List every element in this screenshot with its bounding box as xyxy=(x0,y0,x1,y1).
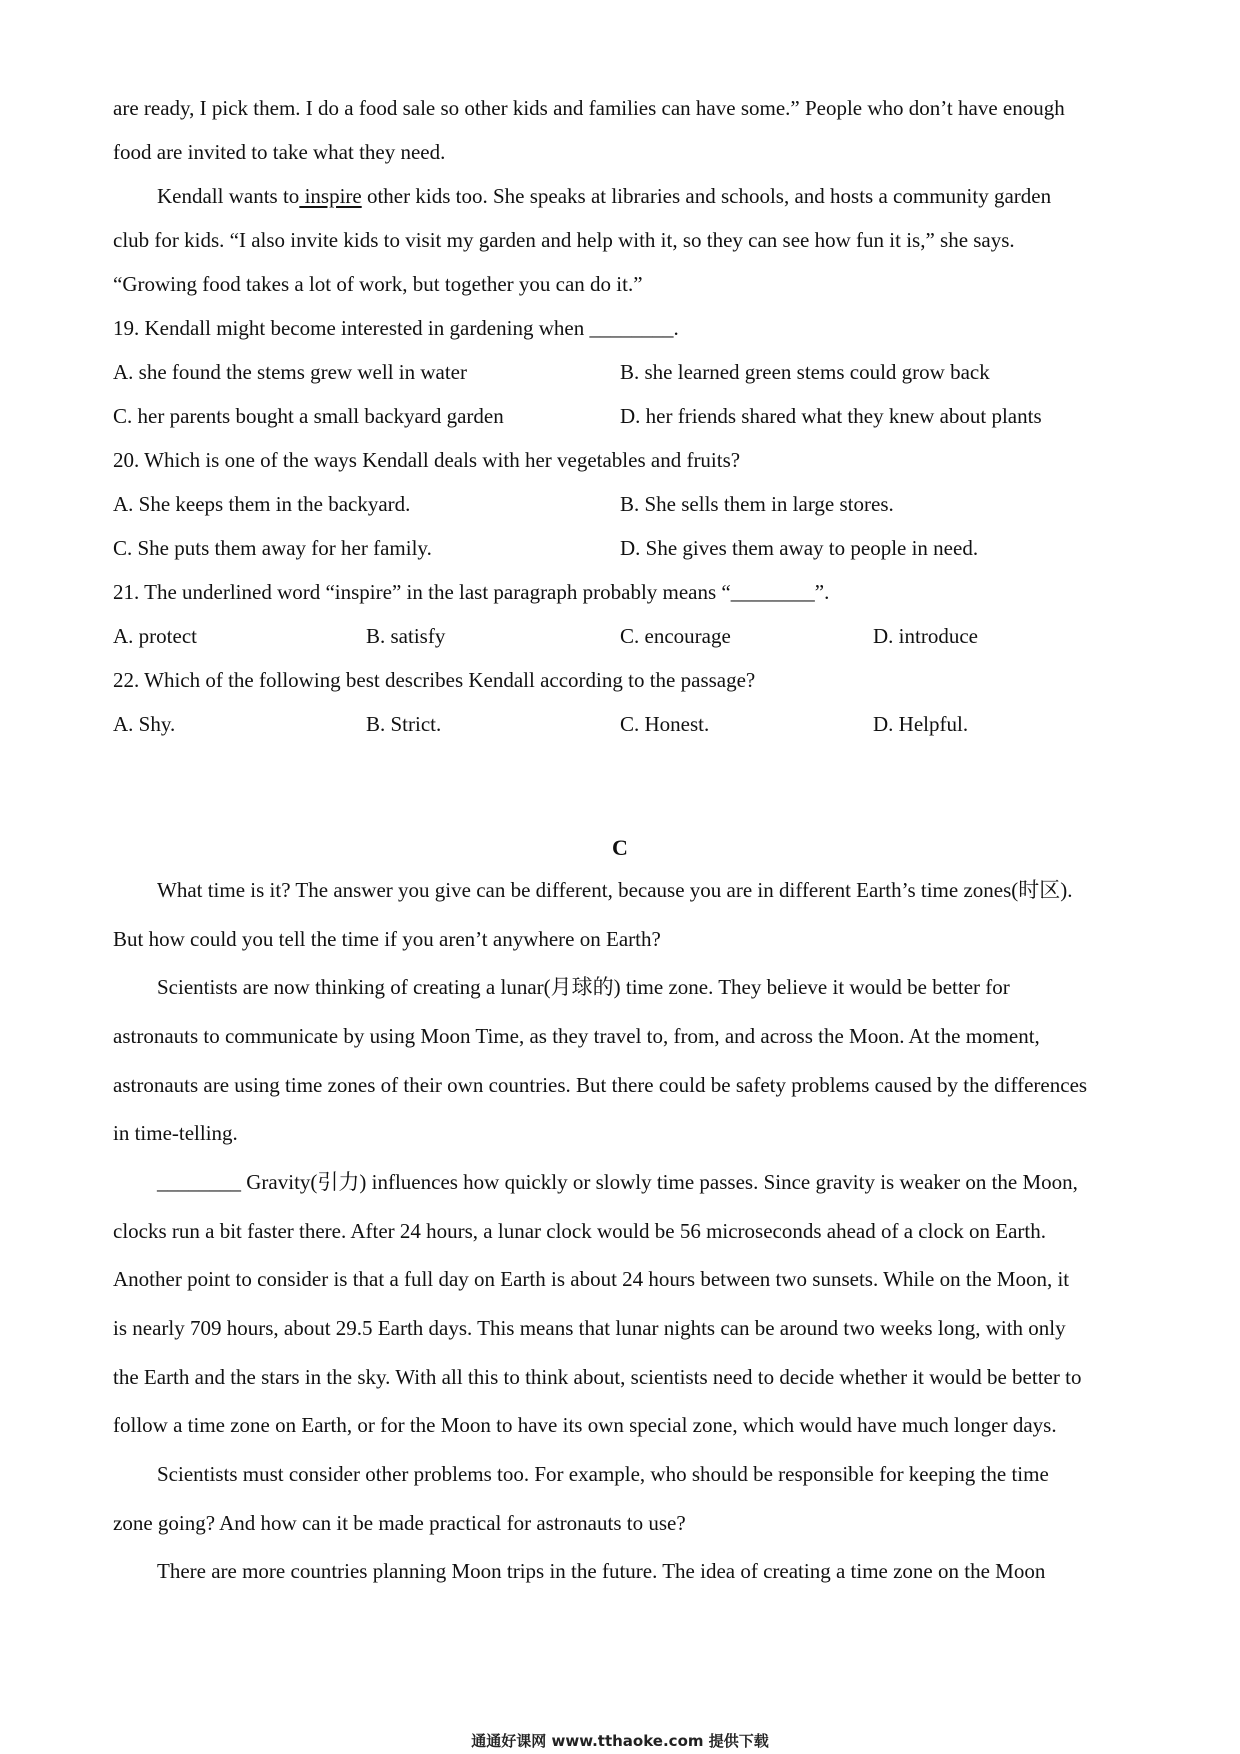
passage-c-line: What time is it? The answer you give can be different, because you are in different Earth’s time zones(时区). xyxy=(157,878,1073,902)
question-20-option-a: A. She keeps them in the backyard. xyxy=(113,492,411,516)
passage-c-line: astronauts are using time zones of their own countries. But there could be safety problems caused by the differences xyxy=(113,1073,1088,1097)
passage-c-line: There are more countries planning Moon trips in the future. The idea of creating a time zone on the Moon xyxy=(157,1559,1046,1583)
passage-c-line: zone going? And how can it be made practical for astronauts to use? xyxy=(113,1511,686,1535)
passage-c-line: But how could you tell the time if you aren’t anywhere on Earth? xyxy=(113,927,661,951)
passage-b-line: “Growing food takes a lot of work, but together you can do it.” xyxy=(113,272,643,296)
question-20-option-d: D. She gives them away to people in need. xyxy=(620,536,979,560)
passage-c-line: clocks run a bit faster there. After 24 hours, a lunar clock would be 56 microseconds ahead of a clock on Earth. xyxy=(113,1219,1047,1243)
passage-c-line: in time-telling. xyxy=(113,1121,238,1145)
question-21-option-d: D. introduce xyxy=(873,624,978,648)
underlined-word-inspire: inspire xyxy=(299,184,362,208)
question-19-option-a: A. she found the stems grew well in water xyxy=(113,360,467,384)
question-19-option-c: C. her parents bought a small backyard garden xyxy=(113,404,504,428)
passage-c-line: Another point to consider is that a full day on Earth is about 24 hours between two sunsets. While on the Moon, it xyxy=(113,1267,1070,1291)
question-20-stem: 20. Which is one of the ways Kendall deals with her vegetables and fruits? xyxy=(113,448,741,472)
question-21-option-c: C. encourage xyxy=(620,624,731,648)
passage-c-line: astronauts to communicate by using Moon Time, as they travel to, from, and across the Moon. At the moment, xyxy=(113,1024,1040,1048)
page-footer: 通通好课网 www.tthaoke.com 提供下载 xyxy=(471,1732,769,1750)
question-20-option-c: C. She puts them away for her family. xyxy=(113,536,432,560)
passage-c-line: Scientists are now thinking of creating a lunar(月球的) time zone. They believe it would be better for xyxy=(157,975,1010,999)
question-19-stem: 19. Kendall might become interested in gardening when ________. xyxy=(113,316,679,340)
question-21-option-b: B. satisfy xyxy=(366,624,446,648)
question-22-option-a: A. Shy. xyxy=(113,712,176,736)
question-21-option-a: A. protect xyxy=(113,624,197,648)
passage-c-line: ________ Gravity(引力) influences how quickly or slowly time passes. Since gravity is weaker on the Moon, xyxy=(157,1170,1078,1194)
question-22-stem: 22. Which of the following best describes Kendall according to the passage? xyxy=(113,668,756,692)
question-19-option-b: B. she learned green stems could grow back xyxy=(620,360,990,384)
question-20-option-b: B. She sells them in large stores. xyxy=(620,492,894,516)
passage-c-line: Scientists must consider other problems too. For example, who should be responsible for keeping the time xyxy=(157,1462,1049,1486)
question-22-option-b: B. Strict. xyxy=(366,712,442,736)
passage-text: Kendall wants to xyxy=(157,184,300,208)
question-21-stem: 21. The underlined word “inspire” in the last paragraph probably means “________”. xyxy=(113,580,830,604)
passage-c-line: the Earth and the stars in the sky. With all this to think about, scientists need to decide whether it would be better to xyxy=(113,1365,1082,1389)
passage-text: other kids too. She speaks at libraries and schools, and hosts a community garden xyxy=(361,184,1052,208)
question-19-option-d: D. her friends shared what they knew about plants xyxy=(620,404,1042,428)
passage-b-line: club for kids. “I also invite kids to visit my garden and help with it, so they can see how fun it is,” she says. xyxy=(113,228,1015,252)
passage-c-line: follow a time zone on Earth, or for the Moon to have its own special zone, which would have much longer days. xyxy=(113,1413,1057,1437)
passage-b-line: are ready, I pick them. I do a food sale so other kids and families can have some.” People who don’t have enough xyxy=(113,96,1065,120)
question-22-option-c: C. Honest. xyxy=(620,712,710,736)
section-heading-c: C xyxy=(612,835,628,860)
passage-b-line: food are invited to take what they need. xyxy=(113,140,446,164)
passage-b-paragraph-inspire xyxy=(157,183,1051,209)
passage-c-line: is nearly 709 hours, about 29.5 Earth days. This means that lunar nights can be around two weeks long, with only xyxy=(113,1316,1066,1340)
question-22-option-d: D. Helpful. xyxy=(873,712,969,736)
